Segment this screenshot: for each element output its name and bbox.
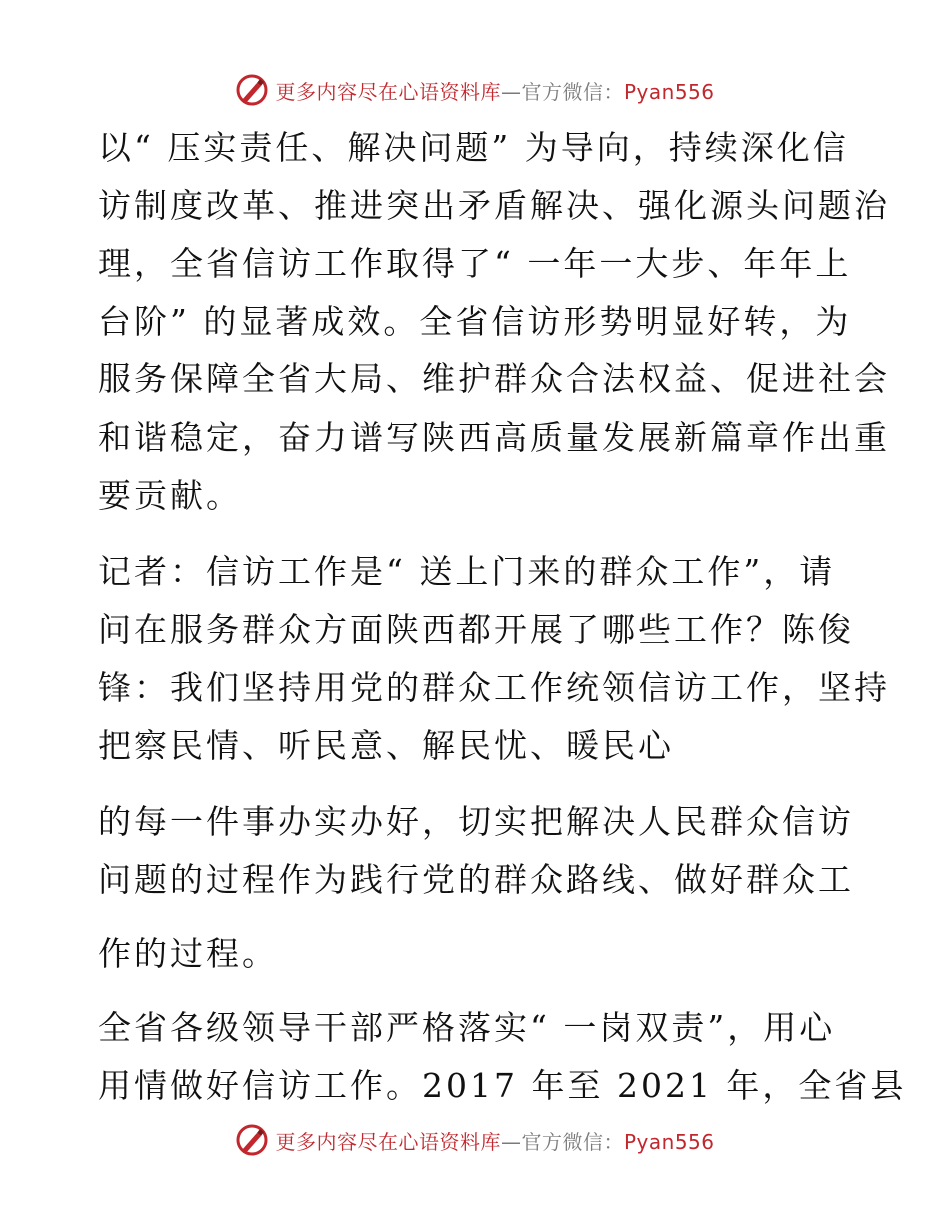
pen-logo-icon bbox=[235, 1123, 269, 1157]
banner-official-text: 官方微信： bbox=[521, 1129, 624, 1154]
banner-dash: — bbox=[500, 1129, 522, 1154]
text-line: 全省各级领导干部严格落实“ 一岗双责”，用心 bbox=[98, 1008, 836, 1047]
banner-main-text: 更多内容尽在心语资料库 bbox=[275, 79, 501, 104]
banner-wechat-id: Pyan556 bbox=[623, 79, 715, 104]
text-line: 要贡献。 bbox=[98, 476, 242, 515]
text-line: 和谐稳定，奋力谱写陕西高质量发展新篇章作出重 bbox=[98, 418, 890, 457]
text-line: 以“ 压实责任、解决问题” 为导向，持续深化信 bbox=[98, 128, 849, 167]
pen-logo-icon bbox=[235, 73, 269, 107]
banner-official-text: 官方微信： bbox=[521, 79, 624, 104]
text-line: 用情做好信访工作。2017 年至 2021 年，全省县 bbox=[98, 1066, 907, 1105]
text-line: 作的过程。 bbox=[98, 934, 278, 973]
text-line: 访制度改革、推进突出矛盾解决、强化源头问题治 bbox=[98, 186, 890, 225]
text-line: 服务保障全省大局、维护群众合法权益、促进社会 bbox=[98, 359, 890, 398]
header-banner bbox=[0, 70, 950, 110]
text-line: 理，全省信访工作取得了“ 一年一大步、年年上 bbox=[98, 244, 852, 283]
text-line: 的每一件事办实办好，切实把解决人民群众信访 bbox=[98, 802, 854, 841]
text-line: 问在服务群众方面陕西都开展了哪些工作？陈俊 bbox=[98, 610, 854, 649]
footer-banner bbox=[0, 1120, 950, 1160]
text-line: 把察民情、听民意、解民忧、暖民心 bbox=[98, 726, 674, 765]
text-line: 锋：我们坚持用党的群众工作统领信访工作，坚持 bbox=[98, 668, 890, 707]
text-line: 台阶” 的显著成效。全省信访形势明显好转，为 bbox=[98, 302, 852, 341]
banner-dash: — bbox=[500, 79, 522, 104]
banner-wechat-id: Pyan556 bbox=[623, 1129, 715, 1154]
banner-main-text: 更多内容尽在心语资料库 bbox=[275, 1129, 501, 1154]
text-line: 问题的过程作为践行党的群众路线、做好群众工 bbox=[98, 860, 854, 899]
text-line: 记者：信访工作是“ 送上门来的群众工作”，请 bbox=[98, 552, 836, 591]
